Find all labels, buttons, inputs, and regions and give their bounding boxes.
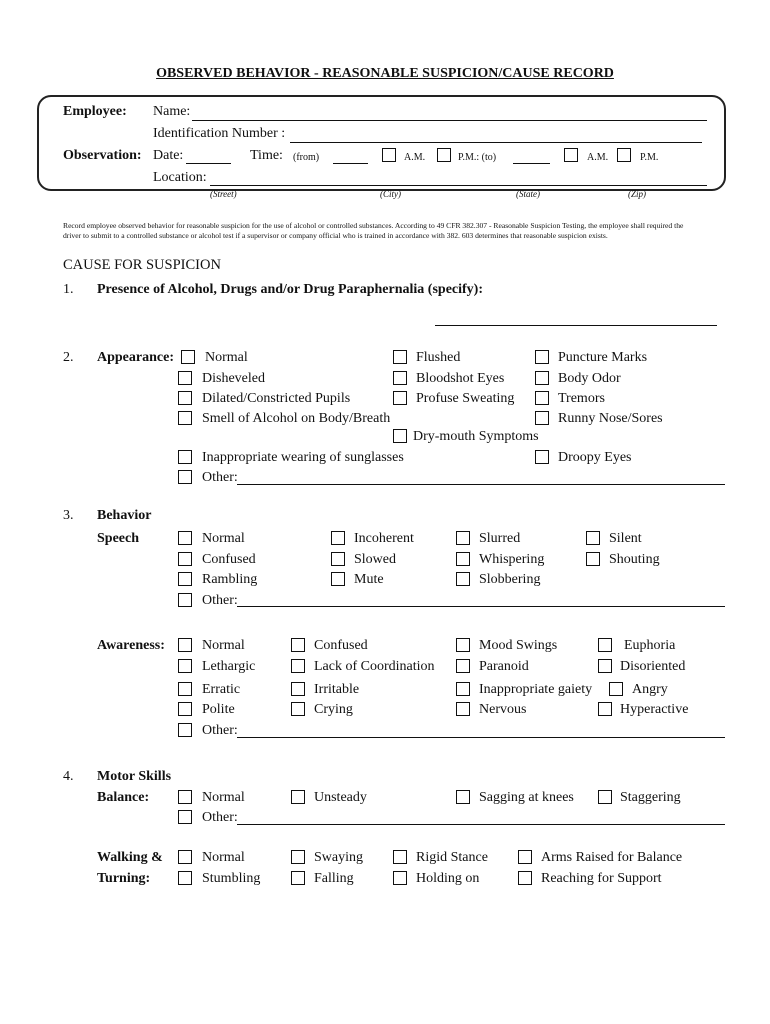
- form-title: OBSERVED BEHAVIOR - REASONABLE SUSPICION/CAUSE RECORD: [156, 66, 614, 81]
- awareness-irritable-checkbox[interactable]: [291, 682, 305, 696]
- speech-slowed-label: Slowed: [354, 552, 396, 567]
- awareness-nervous-label: Nervous: [479, 702, 527, 717]
- appearance-alcohol-smell-label: Smell of Alcohol on Body/Breath: [202, 411, 391, 426]
- appearance-other-field[interactable]: [237, 484, 725, 485]
- speech-rambling-checkbox[interactable]: [178, 572, 192, 586]
- speech-mute-label: Mute: [354, 572, 384, 587]
- appearance-runny-nose-label: Runny Nose/Sores: [558, 411, 663, 426]
- walking-arms-raised-checkbox[interactable]: [518, 850, 532, 864]
- balance-sagging-label: Sagging at knees: [479, 790, 574, 805]
- walking-arms-raised-label: Arms Raised for Balance: [541, 850, 683, 865]
- awareness-crying-checkbox[interactable]: [291, 702, 305, 716]
- city-caption: (City): [380, 189, 401, 199]
- appearance-runny-nose-checkbox[interactable]: [535, 411, 549, 425]
- appearance-flushed-label: Flushed: [416, 350, 461, 365]
- speech-whispering-checkbox[interactable]: [456, 552, 470, 566]
- to-am-label: A.M.: [587, 152, 609, 163]
- awareness-gaiety-checkbox[interactable]: [456, 682, 470, 696]
- location-field[interactable]: [210, 185, 707, 186]
- section2-number: 2.: [63, 350, 74, 365]
- appearance-disheveled-checkbox[interactable]: [178, 371, 192, 385]
- section3-number: 3.: [63, 508, 74, 523]
- balance-other-label: Other:: [202, 810, 238, 825]
- speech-label: Speech: [97, 531, 139, 546]
- awareness-irritable-label: Irritable: [314, 682, 360, 697]
- awareness-lethargic-label: Lethargic: [202, 659, 256, 674]
- speech-slowed-checkbox[interactable]: [331, 552, 345, 566]
- awareness-hyperactive-label: Hyperactive: [620, 702, 689, 717]
- speech-whispering-label: Whispering: [479, 552, 545, 567]
- employee-label: Employee:: [63, 104, 127, 119]
- appearance-normal-label: Normal: [205, 350, 248, 365]
- date-field[interactable]: [186, 163, 231, 164]
- appearance-tremors-checkbox[interactable]: [535, 391, 549, 405]
- balance-normal-label: Normal: [202, 790, 245, 805]
- time-from-field[interactable]: [333, 163, 368, 164]
- pm-to-label: P.M.: (to): [458, 152, 497, 163]
- name-label: Name:: [153, 104, 191, 119]
- walking-holding-on-checkbox[interactable]: [393, 871, 407, 885]
- walking-normal-checkbox[interactable]: [178, 850, 192, 864]
- appearance-tremors-label: Tremors: [558, 391, 605, 406]
- awareness-coordination-checkbox[interactable]: [291, 659, 305, 673]
- awareness-other-label: Other:: [202, 723, 238, 738]
- id-field[interactable]: [290, 142, 702, 143]
- appearance-droopy-eyes-label: Droopy Eyes: [558, 450, 632, 465]
- awareness-disoriented-label: Disoriented: [620, 659, 686, 674]
- balance-unsteady-label: Unsteady: [314, 790, 367, 805]
- speech-shouting-checkbox[interactable]: [586, 552, 600, 566]
- balance-label: Balance:: [97, 790, 150, 805]
- date-label: Date:: [153, 148, 184, 163]
- speech-mute-checkbox[interactable]: [331, 572, 345, 586]
- speech-incoherent-checkbox[interactable]: [331, 531, 345, 545]
- speech-slobbering-checkbox[interactable]: [456, 572, 470, 586]
- speech-incoherent-label: Incoherent: [354, 531, 414, 546]
- awareness-confused-checkbox[interactable]: [291, 638, 305, 652]
- walking-rigid-label: Rigid Stance: [416, 850, 488, 865]
- name-field[interactable]: [192, 120, 707, 121]
- speech-slurred-checkbox[interactable]: [456, 531, 470, 545]
- awareness-euphoria-label: Euphoria: [624, 638, 676, 653]
- appearance-alcohol-smell-checkbox[interactable]: [178, 411, 192, 425]
- appearance-body-odor-checkbox[interactable]: [535, 371, 549, 385]
- to-am-checkbox[interactable]: [564, 148, 578, 162]
- appearance-bloodshot-checkbox[interactable]: [393, 371, 407, 385]
- appearance-label: Appearance:: [97, 350, 174, 365]
- street-caption: (Street): [210, 189, 237, 199]
- awareness-euphoria-checkbox[interactable]: [598, 638, 612, 652]
- appearance-dry-mouth-label: Dry-mouth Symptoms: [413, 429, 539, 444]
- section4-number: 4.: [63, 769, 74, 784]
- awareness-crying-label: Crying: [314, 702, 353, 717]
- appearance-disheveled-label: Disheveled: [202, 371, 265, 386]
- speech-other-field[interactable]: [237, 606, 725, 607]
- awareness-gaiety-label: Inappropriate gaiety: [479, 682, 593, 697]
- speech-normal-checkbox[interactable]: [178, 531, 192, 545]
- walking-stumbling-label: Stumbling: [202, 871, 261, 886]
- from-pm-checkbox[interactable]: [437, 148, 451, 162]
- awareness-confused-label: Confused: [314, 638, 368, 653]
- state-caption: (State): [516, 189, 540, 199]
- speech-slobbering-label: Slobbering: [479, 572, 541, 587]
- time-label: Time:: [250, 148, 283, 163]
- section1-specify-field[interactable]: [435, 325, 717, 326]
- speech-confused-label: Confused: [202, 552, 256, 567]
- speech-silent-label: Silent: [609, 531, 642, 546]
- speech-shouting-label: Shouting: [609, 552, 660, 567]
- walking-label: Walking &: [97, 850, 163, 865]
- zip-caption: (Zip): [628, 189, 646, 199]
- appearance-flushed-checkbox[interactable]: [393, 350, 407, 364]
- appearance-pupils-label: Dilated/Constricted Pupils: [202, 391, 351, 406]
- awareness-paranoid-label: Paranoid: [479, 659, 529, 674]
- awareness-hyperactive-checkbox[interactable]: [598, 702, 612, 716]
- awareness-label: Awareness:: [97, 638, 165, 653]
- awareness-paranoid-checkbox[interactable]: [456, 659, 470, 673]
- walking-swaying-checkbox[interactable]: [291, 850, 305, 864]
- walking-swaying-label: Swaying: [314, 850, 363, 865]
- appearance-puncture-checkbox[interactable]: [535, 350, 549, 364]
- from-am-label: A.M.: [404, 152, 426, 163]
- intro-paragraph: Record employee observed behavior for reasonable suspicion for the use of alcohol or controlled substances. According to 49 CFR 382.307 - Reasonable Suspicion Testing, the employee shall required the driver to submit to a controlled substance or alcohol test if a supervisor or company official who is trained in accordance with 382. 603 determines that reasonable suspicion exists.: [63, 221, 684, 240]
- walking-reaching-label: Reaching for Support: [541, 871, 662, 886]
- awareness-other-field[interactable]: [237, 737, 725, 738]
- appearance-sweating-label: Profuse Sweating: [416, 391, 515, 406]
- awareness-other-checkbox[interactable]: [178, 723, 192, 737]
- walking-falling-label: Falling: [314, 871, 354, 886]
- walking-falling-checkbox[interactable]: [291, 871, 305, 885]
- balance-sagging-checkbox[interactable]: [456, 790, 470, 804]
- speech-other-label: Other:: [202, 593, 238, 608]
- turning-label: Turning:: [97, 871, 151, 886]
- awareness-polite-checkbox[interactable]: [178, 702, 192, 716]
- balance-staggering-label: Staggering: [620, 790, 681, 805]
- walking-reaching-checkbox[interactable]: [518, 871, 532, 885]
- appearance-bloodshot-label: Bloodshot Eyes: [416, 371, 505, 386]
- balance-normal-checkbox[interactable]: [178, 790, 192, 804]
- awareness-normal-label: Normal: [202, 638, 245, 653]
- walking-rigid-checkbox[interactable]: [393, 850, 407, 864]
- appearance-sunglasses-label: Inappropriate wearing of sunglasses: [202, 450, 404, 465]
- appearance-pupils-checkbox[interactable]: [178, 391, 192, 405]
- awareness-erratic-label: Erratic: [202, 682, 241, 697]
- to-pm-label: P.M.: [640, 152, 659, 163]
- observation-label: Observation:: [63, 148, 142, 163]
- awareness-disoriented-checkbox[interactable]: [598, 659, 612, 673]
- awareness-angry-checkbox[interactable]: [609, 682, 623, 696]
- speech-slurred-label: Slurred: [479, 531, 521, 546]
- speech-other-checkbox[interactable]: [178, 593, 192, 607]
- awareness-polite-label: Polite: [202, 702, 235, 717]
- speech-silent-checkbox[interactable]: [586, 531, 600, 545]
- time-to-field[interactable]: [513, 163, 550, 164]
- appearance-sweating-checkbox[interactable]: [393, 391, 407, 405]
- section1-title: Presence of Alcohol, Drugs and/or Drug Paraphernalia (specify):: [97, 282, 484, 297]
- walking-holding-on-label: Holding on: [416, 871, 480, 886]
- walking-stumbling-checkbox[interactable]: [178, 871, 192, 885]
- awareness-erratic-checkbox[interactable]: [178, 682, 192, 696]
- awareness-lethargic-checkbox[interactable]: [178, 659, 192, 673]
- appearance-droopy-eyes-checkbox[interactable]: [535, 450, 549, 464]
- awareness-coordination-label: Lack of Coordination: [314, 659, 435, 674]
- speech-rambling-label: Rambling: [202, 572, 258, 587]
- appearance-normal-checkbox[interactable]: [181, 350, 195, 364]
- employee-info-box: [37, 95, 726, 191]
- appearance-sunglasses-checkbox[interactable]: [178, 450, 192, 464]
- awareness-normal-checkbox[interactable]: [178, 638, 192, 652]
- location-label: Location:: [153, 170, 207, 185]
- behavior-title: Behavior: [97, 508, 152, 523]
- balance-other-field[interactable]: [237, 824, 725, 825]
- from-am-checkbox[interactable]: [382, 148, 396, 162]
- section1-number: 1.: [63, 282, 74, 297]
- walking-normal-label: Normal: [202, 850, 245, 865]
- balance-other-checkbox[interactable]: [178, 810, 192, 824]
- appearance-puncture-label: Puncture Marks: [558, 350, 648, 365]
- appearance-other-label: Other:: [202, 470, 238, 485]
- from-label: (from): [293, 152, 320, 163]
- appearance-body-odor-label: Body Odor: [558, 371, 621, 386]
- appearance-dry-mouth-checkbox[interactable]: [393, 429, 407, 443]
- appearance-other-checkbox[interactable]: [178, 470, 192, 484]
- balance-staggering-checkbox[interactable]: [598, 790, 612, 804]
- motor-skills-title: Motor Skills: [97, 769, 172, 784]
- awareness-nervous-checkbox[interactable]: [456, 702, 470, 716]
- balance-unsteady-checkbox[interactable]: [291, 790, 305, 804]
- cause-heading: CAUSE FOR SUSPICION: [63, 257, 221, 273]
- awareness-mood-swings-label: Mood Swings: [479, 638, 558, 653]
- to-pm-checkbox[interactable]: [617, 148, 631, 162]
- speech-normal-label: Normal: [202, 531, 245, 546]
- speech-confused-checkbox[interactable]: [178, 552, 192, 566]
- awareness-angry-label: Angry: [632, 682, 668, 697]
- awareness-mood-swings-checkbox[interactable]: [456, 638, 470, 652]
- id-label: Identification Number :: [153, 126, 286, 141]
